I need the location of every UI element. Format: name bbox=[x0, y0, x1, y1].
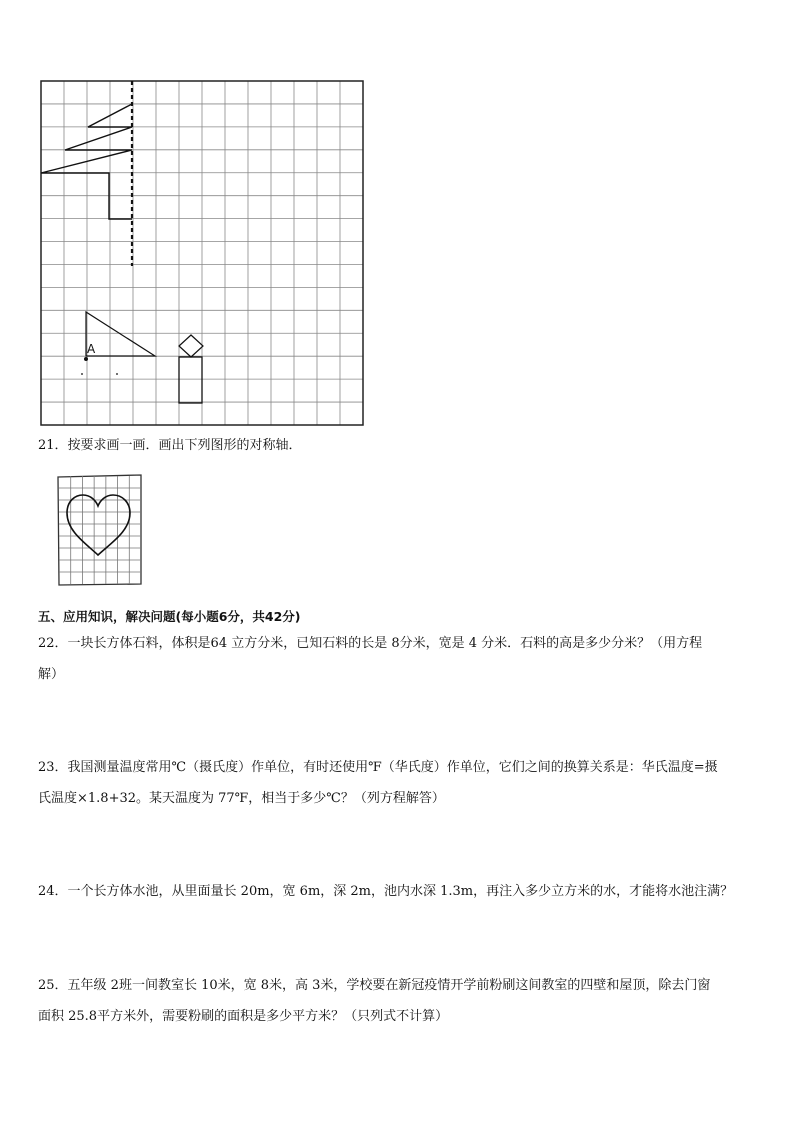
question-23-line-1: 23．我国测量温度常用℃（摄氏度）作单位，有时还使用℉（华氏度）作单位，它们之间的换算关系是：华氏温度=摄 bbox=[38, 760, 718, 775]
right-triangle bbox=[86, 312, 155, 356]
rectangle-shape bbox=[179, 357, 202, 403]
question-23-line-2: 氏温度×1.8+32。某天温度为 77℉，相当于多少℃？（列方程解答） bbox=[38, 791, 445, 806]
half-tree-shape bbox=[41, 104, 132, 219]
heart-grid-lines bbox=[58, 475, 141, 585]
point-a-dot bbox=[84, 357, 88, 361]
grid-figure bbox=[40, 80, 366, 428]
stray-dot bbox=[116, 373, 118, 375]
heart-grid-figure bbox=[55, 473, 143, 587]
question-21: 21．按要求画一画．画出下列图形的对称轴． bbox=[38, 438, 302, 453]
diamond-shape bbox=[179, 335, 203, 357]
question-25-line-2: 面积 25.8平方米外，需要粉刷的面积是多少平方米？（只列式不计算） bbox=[38, 1009, 449, 1024]
question-22-line-2: 解） bbox=[38, 667, 65, 682]
heart-shape bbox=[67, 495, 130, 555]
section-5-title: 五、应用知识，解决问题(每小题6分，共42分) bbox=[38, 609, 301, 624]
question-22-line-1: 22．一块长方体石料，体积是64 立方分米，已知石料的长是 8分米，宽是 4 分米．石料的高是多少分米？（用方程 bbox=[38, 636, 703, 651]
question-25-line-1: 25．五年级 2班一间教室长 10米，宽 8米，高 3米，学校要在新冠疫情开学前粉刷这间教室的四壁和屋顶，除去门窗 bbox=[38, 978, 711, 993]
stray-dot bbox=[81, 373, 83, 375]
question-24: 24．一个长方体水池，从里面量长 20m，宽 6m，深 2m，池内水深 1.3m，再注入多少立方米的水，才能将水池注满？ bbox=[38, 884, 734, 899]
point-a-label: A bbox=[87, 342, 96, 356]
